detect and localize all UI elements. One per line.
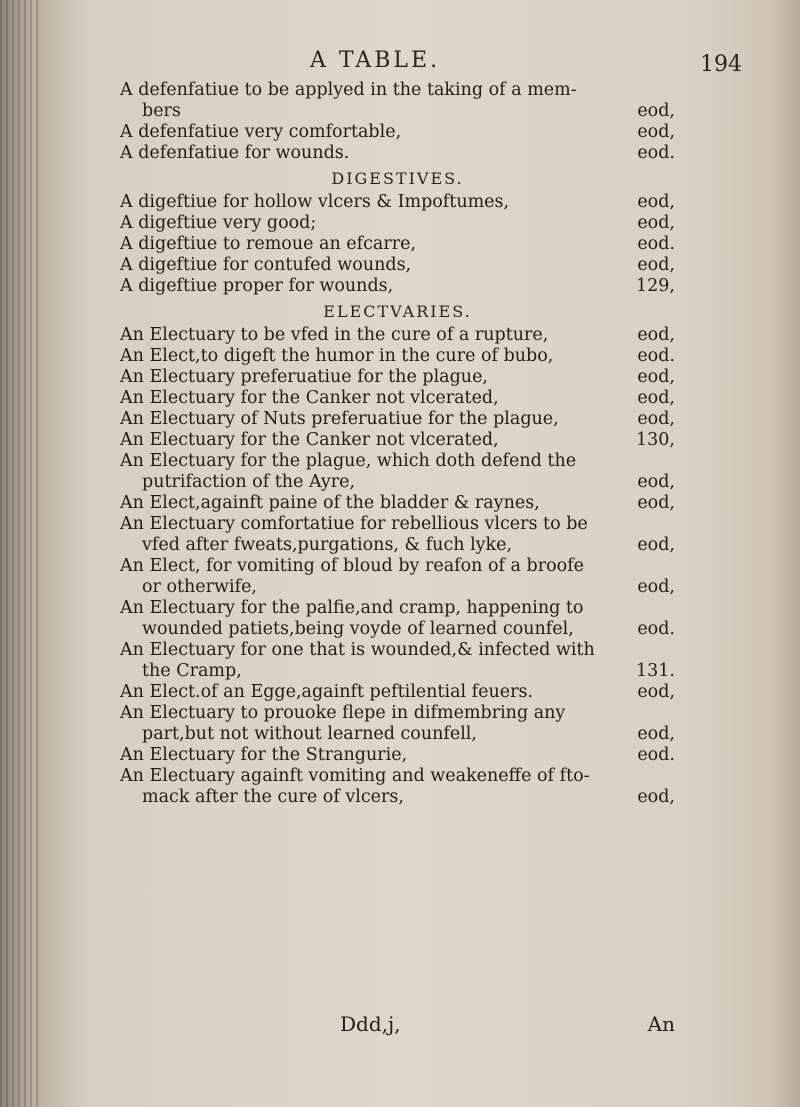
index-entry [120, 430, 675, 451]
table-of-contents [120, 80, 675, 808]
entry-text: An Elect,againft paine of the bladder & raynes, [120, 493, 540, 513]
entry-page-ref: eod, [637, 192, 675, 212]
entry-page-ref: eod, [637, 472, 675, 492]
index-entry [120, 325, 675, 346]
index-entry [120, 766, 675, 787]
index-entry [120, 101, 675, 122]
entry-page-ref: eod, [637, 122, 675, 142]
entry-text: A digeftiue for hollow vlcers & Impoftumes, [120, 192, 510, 212]
entry-text: A digeftiue proper for wounds, [120, 276, 394, 296]
index-entry [120, 535, 675, 556]
index-entry [120, 703, 675, 724]
entry-page-ref: eod, [637, 787, 675, 807]
entry-text: A defenfatiue very comfortable, [120, 122, 402, 142]
entry-text: or otherwife, [142, 577, 257, 597]
index-entry [120, 640, 675, 661]
index-entry [120, 213, 675, 234]
index-entry [120, 255, 675, 276]
page-header [0, 0, 800, 90]
entry-text: putrifaction of the Ayre, [142, 472, 356, 492]
entry-page-ref: eod, [637, 577, 675, 597]
entry-text: vfed after fweats,purgations, & fuch lyke, [142, 535, 513, 555]
entry-page-ref: eod, [637, 388, 675, 408]
index-entry [120, 682, 675, 703]
index-entry [120, 577, 675, 598]
index-entry [120, 143, 675, 164]
index-entry [120, 493, 675, 514]
entry-page-ref: eod, [637, 724, 675, 744]
entry-text: An Elect.of an Egge,againft peftilential feuers. [120, 682, 534, 702]
index-entry [120, 192, 675, 213]
index-entry [120, 619, 675, 640]
index-entry [120, 346, 675, 367]
entry-page-ref: 131. [636, 661, 675, 681]
entry-page-ref: eod, [637, 493, 675, 513]
entry-text: An Electuary comfortatiue for rebellious vlcers to be [120, 514, 588, 534]
entry-page-ref: eod, [637, 213, 675, 233]
entry-text: mack after the cure of vlcers, [142, 787, 404, 807]
entry-text: wounded patiets,being voyde of learned counfel, [142, 619, 574, 639]
index-entry [120, 234, 675, 255]
entry-page-ref: 130, [636, 430, 675, 450]
index-entry [120, 514, 675, 535]
index-entry [120, 367, 675, 388]
entry-page-ref: eod, [637, 682, 675, 702]
entry-page-ref: eod, [637, 255, 675, 275]
entry-text: A defenfatiue to be applyed in the taking of a mem- [120, 80, 577, 100]
entry-page-ref: eod. [637, 745, 675, 765]
entry-text: An Electuary to be vfed in the cure of a rupture, [120, 325, 549, 345]
entry-page-ref: eod, [637, 535, 675, 555]
entry-text: A digeftiue to remoue an efcarre, [120, 234, 417, 254]
entry-text: An Electuary for the Canker not vlcerated, [120, 430, 499, 450]
entry-text: the Cramp, [142, 661, 242, 681]
index-entry [120, 122, 675, 143]
section-heading: ELECTVARIES. [323, 302, 472, 321]
entry-text: An Elect, for vomiting of bloud by reafon of a broofe [120, 556, 585, 576]
index-entry [120, 472, 675, 493]
entry-page-ref: eod, [637, 367, 675, 387]
running-title: A TABLE. [310, 48, 441, 73]
index-entry [120, 787, 675, 808]
entry-text: An Elect,to digeft the humor in the cure of bubo, [120, 346, 554, 366]
index-entry [120, 598, 675, 619]
entry-text: A digeftiue very good; [120, 213, 317, 233]
entry-text: An Electuary of Nuts preferuatiue for the plague, [120, 409, 559, 429]
entry-text: part,but not without learned counfell, [142, 724, 477, 744]
index-entry [120, 409, 675, 430]
entry-page-ref: eod, [637, 101, 675, 121]
index-entry [120, 276, 675, 297]
index-entry [120, 556, 675, 577]
entry-text: An Electuary for the palfie,and cramp, happening to [120, 598, 584, 618]
section-heading: DIGESTIVES. [331, 169, 464, 188]
entry-text: An Electuary for the plague, which doth defend the [120, 451, 577, 471]
entry-page-ref: eod. [637, 143, 675, 163]
index-entry [120, 451, 675, 472]
index-entry [120, 745, 675, 766]
entry-page-ref: eod. [637, 234, 675, 254]
entry-text: A defenfatiue for wounds. [120, 143, 350, 163]
page-edge-shadow [0, 0, 40, 1107]
index-entry [120, 388, 675, 409]
entry-text: bers [142, 101, 181, 121]
entry-page-ref: 129, [636, 276, 675, 296]
entry-page-ref: eod. [637, 346, 675, 366]
entry-text: A digeftiue for contufed wounds, [120, 255, 412, 275]
page-number: 194 [700, 52, 742, 77]
signature-mark: Ddd,j, [340, 1012, 401, 1036]
catchword: An [647, 1012, 675, 1036]
entry-text: An Electuary for one that is wounded,& infected with [120, 640, 595, 660]
entry-page-ref: eod, [637, 325, 675, 345]
entry-text: An Electuary for the Canker not vlcerated, [120, 388, 499, 408]
entry-text: An Electuary againft vomiting and weakeneffe of fto- [120, 766, 590, 786]
index-entry [120, 724, 675, 745]
entry-page-ref: eod. [637, 619, 675, 639]
entry-text: An Electuary preferuatiue for the plague, [120, 367, 488, 387]
entry-text: An Electuary for the Strangurie, [120, 745, 408, 765]
index-entry [120, 661, 675, 682]
entry-text: An Electuary to prouoke flepe in difmembring any [120, 703, 566, 723]
entry-page-ref: eod, [637, 409, 675, 429]
index-entry [120, 80, 675, 101]
